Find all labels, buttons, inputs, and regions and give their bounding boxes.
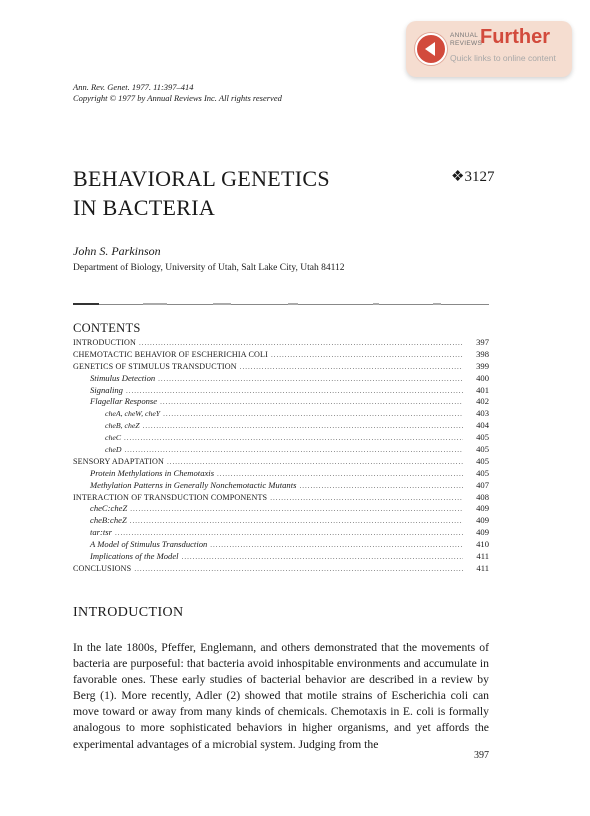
toc-leader-dots	[270, 493, 463, 505]
toc-item[interactable]	[73, 396, 489, 408]
toc-item[interactable]	[73, 539, 489, 551]
toc-item[interactable]	[73, 503, 489, 515]
toc-item-label: cheC:cheZ	[90, 503, 128, 514]
toc-item-label: Implications of the Model	[90, 551, 179, 562]
toc-item[interactable]	[73, 420, 489, 432]
toc-item[interactable]	[73, 385, 489, 397]
toc-item[interactable]	[73, 456, 489, 468]
toc-item-page: 405	[476, 455, 489, 466]
toc-item-label: Stimulus Detection	[90, 372, 156, 383]
toc-item-label: cheD	[105, 445, 122, 455]
toc-item-page: 405	[476, 444, 489, 455]
annual-reviews-logo-text: ANNUAL REVIEWS	[450, 32, 483, 47]
toc-item[interactable]	[73, 349, 489, 361]
further-label: Further	[480, 26, 550, 48]
toc-item-page: 407	[476, 479, 489, 490]
citation-line: Ann. Rev. Genet. 1977. 11:397–414	[73, 82, 194, 92]
toc-item-page: 397	[476, 337, 489, 347]
toc-item-label: CHEMOTACTIC BEHAVIOR OF ESCHERICHIA COLI	[73, 349, 268, 359]
toc-item[interactable]	[73, 408, 489, 420]
contents-heading: CONTENTS	[73, 321, 141, 335]
toc-leader-dots	[130, 516, 463, 528]
toc-item[interactable]	[73, 373, 489, 385]
toc-item-page: 409	[476, 503, 489, 514]
author-affiliation: Department of Biology, University of Utah, Salt Lake City, Utah 84112	[73, 263, 345, 273]
toc-item[interactable]	[73, 337, 489, 349]
toc-item-label: INTRODUCTION	[73, 338, 136, 347]
toc-item[interactable]	[73, 515, 489, 527]
page-number: 397	[474, 750, 489, 761]
toc-item[interactable]	[73, 432, 489, 444]
toc-item-page: 404	[476, 420, 489, 431]
journal-citation	[73, 82, 282, 104]
toc-item-label: CONCLUSIONS	[73, 563, 132, 573]
toc-leader-dots	[240, 362, 463, 374]
annual-reviews-further-badge[interactable]	[406, 21, 572, 77]
toc-leader-dots	[163, 409, 463, 421]
toc-item-label: tar:tsr	[90, 527, 112, 538]
toc-item[interactable]	[73, 480, 489, 492]
toc-item-label: cheA, cheW, cheY	[105, 409, 161, 419]
further-arrow-icon	[415, 33, 447, 65]
article-title: BEHAVIORAL GENETICS IN BACTERIA	[73, 166, 330, 220]
toc-item-page: 403	[476, 408, 489, 419]
toc-leader-dots	[182, 552, 463, 564]
section-heading: INTRODUCTION	[73, 605, 184, 620]
toc-item-page: 408	[476, 491, 489, 502]
toc-item[interactable]	[73, 527, 489, 539]
toc-item-label: INTERACTION OF TRANSDUCTION COMPONENTS	[73, 492, 268, 502]
body-paragraph: In the late 1800s, Pfeffer, Englemann, and others demonstrated that the movements of bacteria are purposeful: that bacteria avoid inhospitable environments and accumulate in favorable ones. These early studies of bacterial behavior are described in a review by Berg (1). More recently, Adler (2) showed that motile strains of Escherichia coli can move toward or away from many kinds of chemicals. Chemotaxis in E. coli is formally analogous to more sophisticated behaviors in higher organisms, and yet affords the experimental advantages of a microbial system. Judging from the	[73, 641, 489, 751]
toc-item-page: 405	[476, 467, 489, 478]
toc-leader-dots	[143, 421, 463, 433]
toc-item-label: GENETICS OF STIMULUS TRANSDUCTION	[73, 361, 237, 371]
toc-item-label: Signaling	[90, 384, 123, 395]
toc-leader-dots	[124, 445, 463, 457]
toc-leader-dots	[126, 386, 463, 398]
toc-item-page: 405	[476, 432, 489, 443]
toc-leader-dots	[271, 350, 463, 362]
toc-item-page: 409	[476, 515, 489, 526]
toc-leader-dots	[134, 564, 463, 576]
toc-item-label: cheB, cheZ	[105, 421, 140, 431]
toc-item[interactable]	[73, 468, 489, 480]
toc-item-label: Methylation Patterns in Generally Nonchemotactic Mutants	[90, 479, 297, 490]
toc-leader-dots	[130, 504, 463, 516]
toc-item-page: 398	[476, 348, 489, 359]
author-name: John S. Parkinson	[73, 244, 161, 258]
toc-item[interactable]	[73, 563, 489, 575]
toc-item-page: 402	[476, 396, 489, 407]
toc-item-page: 410	[476, 539, 489, 550]
toc-item-page: 401	[476, 384, 489, 395]
toc-item-page: 411	[476, 562, 489, 573]
toc-item-page: 400	[476, 372, 489, 383]
section-divider	[73, 304, 489, 305]
toc-item-label: cheB:cheZ	[90, 515, 127, 526]
toc-leader-dots	[160, 397, 463, 409]
toc-leader-dots	[158, 374, 463, 386]
table-of-contents	[73, 337, 489, 575]
toc-item-label: Flagellar Response	[90, 396, 158, 407]
toc-leader-dots	[210, 540, 463, 552]
toc-item-page: 409	[476, 527, 489, 538]
article-code: ❖3127	[451, 169, 495, 185]
toc-item-label: SENSORY ADAPTATION	[73, 456, 165, 466]
toc-item[interactable]	[73, 492, 489, 504]
copyright-line: Copyright © 1977 by Annual Reviews Inc. All rights reserved	[73, 93, 282, 103]
toc-item-label: cheC	[105, 433, 122, 443]
toc-item[interactable]	[73, 444, 489, 456]
toc-item-label: Protein Methylations in Chemotaxis	[90, 467, 215, 478]
toc-item-page: 399	[476, 360, 489, 371]
toc-item[interactable]	[73, 551, 489, 563]
quick-links-label: Quick links to online content	[450, 53, 556, 63]
toc-item-page: 411	[476, 551, 489, 562]
toc-leader-dots	[124, 433, 463, 445]
toc-item[interactable]	[73, 361, 489, 373]
toc-item-label: A Model of Stimulus Transduction	[90, 539, 208, 550]
toc-leader-dots	[299, 481, 463, 493]
